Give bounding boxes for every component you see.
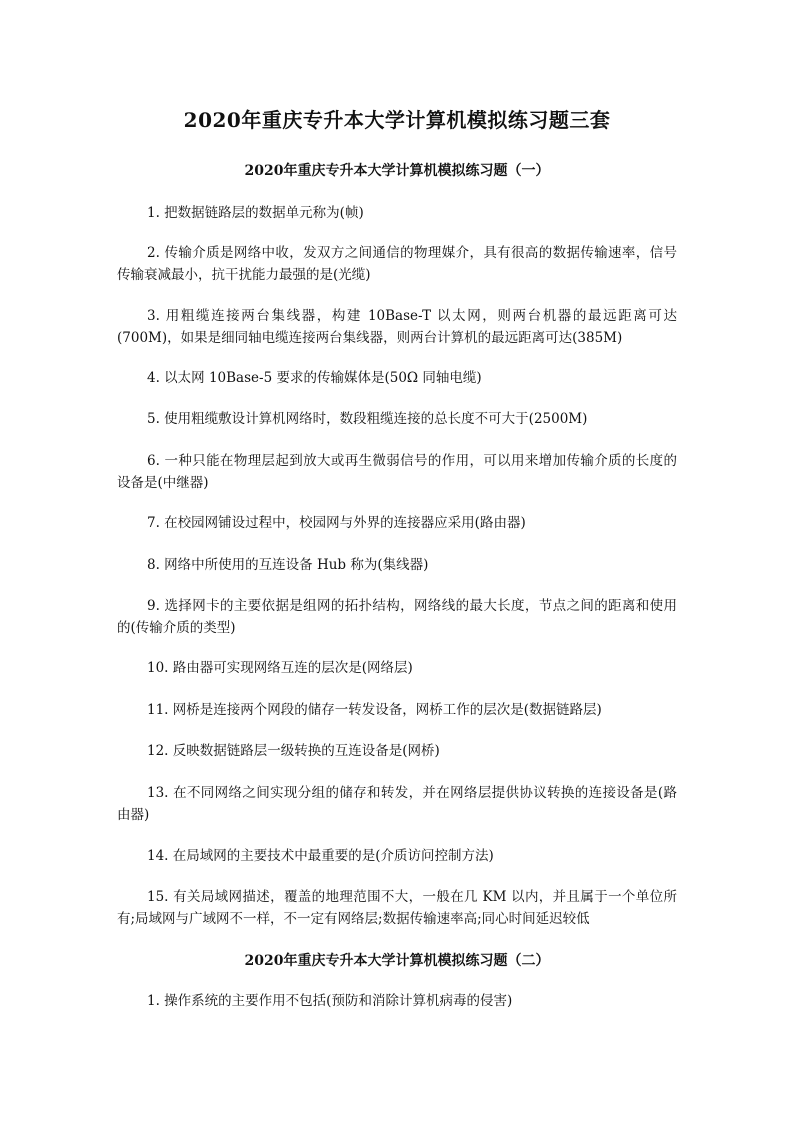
question-2-1: 1. 操作系统的主要作用不包括(预防和消除计算机病毒的侵害) [147, 993, 513, 1009]
question-1-8: 8. 网络中所使用的互连设备 Hub 称为(集线器) [147, 557, 429, 573]
question-1-7: 7. 在校园网铺设过程中，校园网与外界的连接器应采用(路由器) [147, 515, 526, 531]
question-1-11: 11. 网桥是连接两个网段的储存一转发设备，网桥工作的层次是(数据链路层) [147, 702, 602, 718]
question-1-14: 14. 在局域网的主要技术中最重要的是(介质访问控制方法) [147, 848, 494, 864]
question-1-4: 4. 以太网 10Base-5 要求的传输媒体是(50Ω 同轴电缆) [147, 370, 482, 386]
question-1-3: 3. 用粗缆连接两台集线器，构建 10Base-T 以太网，则两台机器的最远距离可达(700M)，如果是细同轴电缆连接两台集线器，则两台计算机的最远距离可达(385M) [117, 308, 677, 346]
question-1-15: 15. 有关局域网描述，覆盖的地理范围不大，一般在几 KM 以内，并且属于一个单位所有;局域网与广域网不一样，不一定有网络层;数据传输速率高;同心时间延迟较低 [117, 889, 677, 927]
question-1-6: 6. 一种只能在物理层起到放大或再生微弱信号的作用，可以用来增加传输介质的长度的设备是(中继器) [117, 453, 677, 491]
section-heading-2: 2020年重庆专升本大学计算机模拟练习题（二） [244, 953, 550, 969]
question-1-9: 9. 选择网卡的主要依据是组网的拓扑结构，网络线的最大长度，节点之间的距离和使用的(传输介质的类型) [117, 598, 677, 636]
question-1-12: 12. 反映数据链路层一级转换的互连设备是(网桥) [147, 743, 440, 759]
question-1-2: 2. 传输介质是网络中收，发双方之间通信的物理媒介，具有很高的数据传输速率，信号传输衰减最小，抗干扰能力最强的是(光缆) [117, 245, 677, 283]
document-title: 2020年重庆专升本大学计算机模拟练习题三套 [183, 108, 611, 132]
section-heading-1: 2020年重庆专升本大学计算机模拟练习题（一） [244, 163, 550, 179]
question-1-1: 1. 把数据链路层的数据单元称为(帧) [147, 205, 364, 221]
question-1-13: 13. 在不同网络之间实现分组的储存和转发，并在网络层提供协议转换的连接设备是(路由器) [117, 785, 677, 823]
question-1-5: 5. 使用粗缆敷设计算机网络时，数段粗缆连接的总长度不可大于(2500M) [147, 411, 588, 427]
question-1-10: 10. 路由器可实现网络互连的层次是(网络层) [147, 660, 413, 676]
